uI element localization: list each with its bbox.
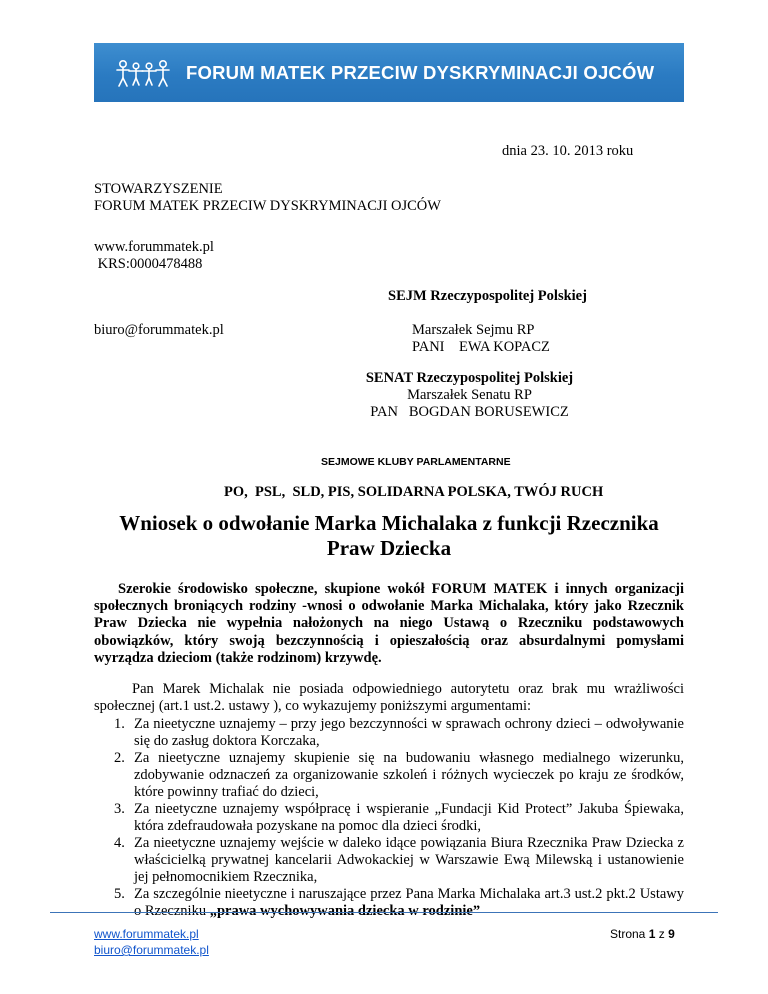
header-banner [94,43,684,102]
clubs-heading: SEJMOWE KLUBY PARLAMENTARNE [321,456,511,468]
senat-heading: SENAT Rzeczypospolitej Polskiej [365,370,574,386]
senat-marshal-title: Marszałek Senatu RP [407,387,532,403]
list-text: Za nieetyczne uznajemy skupienie się na budowaniu własnego medialnego wizerunku, zdobywanie odznaczeń za organizowanie szkoleń i różnych wycieczek po kraju ze środków, które powinny trafiać do dzieci, [134,750,684,800]
list-item [94,716,684,750]
page-current: 1 [648,927,656,941]
document-title: Wniosek o odwołanie Marka Michalaka z funkcji Rzecznika Praw Dziecka [119,511,659,560]
list-item [94,750,684,801]
intro-paragraph: Szerokie środowisko społeczne, skupione wokół FORUM MATEK i innych organizacji społecznych broniących rodziny -wnosi o odwołanie Marka Michalaka, który jako Rzecznik Praw Dziecka nie wypełnia nałożonych na niego Ustawą o Rzeczniku podstawowych obowiązków, który swoją bezczynnością i opieszałością oraz absurdalnymi pomysłami wyrządza dzieciom (także rodzinom) krzywdę. [94,581,684,666]
sender-krs: KRS:0000478488 [94,256,203,272]
list-text: Za nieetyczne uznajemy wejście w daleko idące powiązania Biura Rzecznika Praw Dziecka z właścicielką prywatnej kancelarii Adwokackiej w Warszawie Ewą Milewską i ustanowienie jej pełnomocnikiem Rzecznika, [134,835,684,885]
arguments-list [94,716,684,920]
page-number [610,926,675,942]
list-item [94,886,684,920]
list-text: Za nieetyczne uznajemy – przy jego bezczynności w sprawach ochrony dzieci – odwoływanie się do zasług doktora Korczaka, [134,716,684,749]
list-number: 3. [114,801,125,817]
sender-email: biuro@forummatek.pl [94,322,224,338]
footer-email-link[interactable]: biuro@forummatek.pl [94,943,209,957]
list-emphasis: „prawa wychowywania dziecka w rodzinie” [209,903,481,919]
family-figures-icon [114,56,172,90]
list-text: Za szczególnie nieetyczne i naruszające przez Pana Marka Michalaka art.3 ust.2 pkt.2 Ustawy o Rzeczniku [134,886,684,919]
letter-date: dnia 23. 10. 2013 roku [502,143,634,159]
list-item [94,801,684,835]
page-total: 9 [668,927,675,941]
recipient-senat [342,370,597,421]
body-paragraph: Pan Marek Michalak nie posiada odpowiedniego autorytetu oraz brak mu wrażliwości społecznej (art.1 ust.2. ustawy ), co wykazujemy poniższymi argumentami: [94,681,684,714]
footer-contact [94,926,209,958]
recipient-sejm: SEJM Rzeczypospolitej Polskiej [388,288,587,304]
list-item [94,835,684,886]
page-label: Strona [610,927,649,941]
sender-line-2: FORUM MATEK PRZECIW DYSKRYMINACJI OJCÓW [94,198,441,214]
footer-website-link[interactable]: www.forummatek.pl [94,927,199,941]
sejm-marshal-title: Marszałek Sejmu RP [412,322,535,338]
page-of: z [655,927,669,941]
list-number: 2. [114,750,125,766]
list-number: 4. [114,835,125,851]
footer-divider [50,912,718,913]
sender-contact [94,239,214,273]
list-number: 5. [114,886,125,902]
list-number: 1. [114,716,125,732]
parties-list: PO, PSL, SLD, PIS, SOLIDARNA POLSKA, TWÓJ RUCH [224,484,604,500]
sejm-marshal-name: PANI EWA KOPACZ [412,339,550,355]
banner-title: FORUM MATEK PRZECIW DYSKRYMINACJI OJCÓW [186,62,655,83]
sender-line-1: STOWARZYSZENIE [94,181,223,197]
list-text: Za nieetyczne uznajemy współpracę i wspieranie „Fundacji Kid Protect” Jakuba Śpiewaka, która zdefraudowała pozyskane na pomoc dla dzieci środki, [134,801,684,834]
sender-website: www.forummatek.pl [94,239,214,255]
recipient-sejm-marshal [412,322,550,356]
senat-marshal-name: PAN BOGDAN BORUSEWICZ [370,404,569,420]
sender-block [94,181,441,215]
